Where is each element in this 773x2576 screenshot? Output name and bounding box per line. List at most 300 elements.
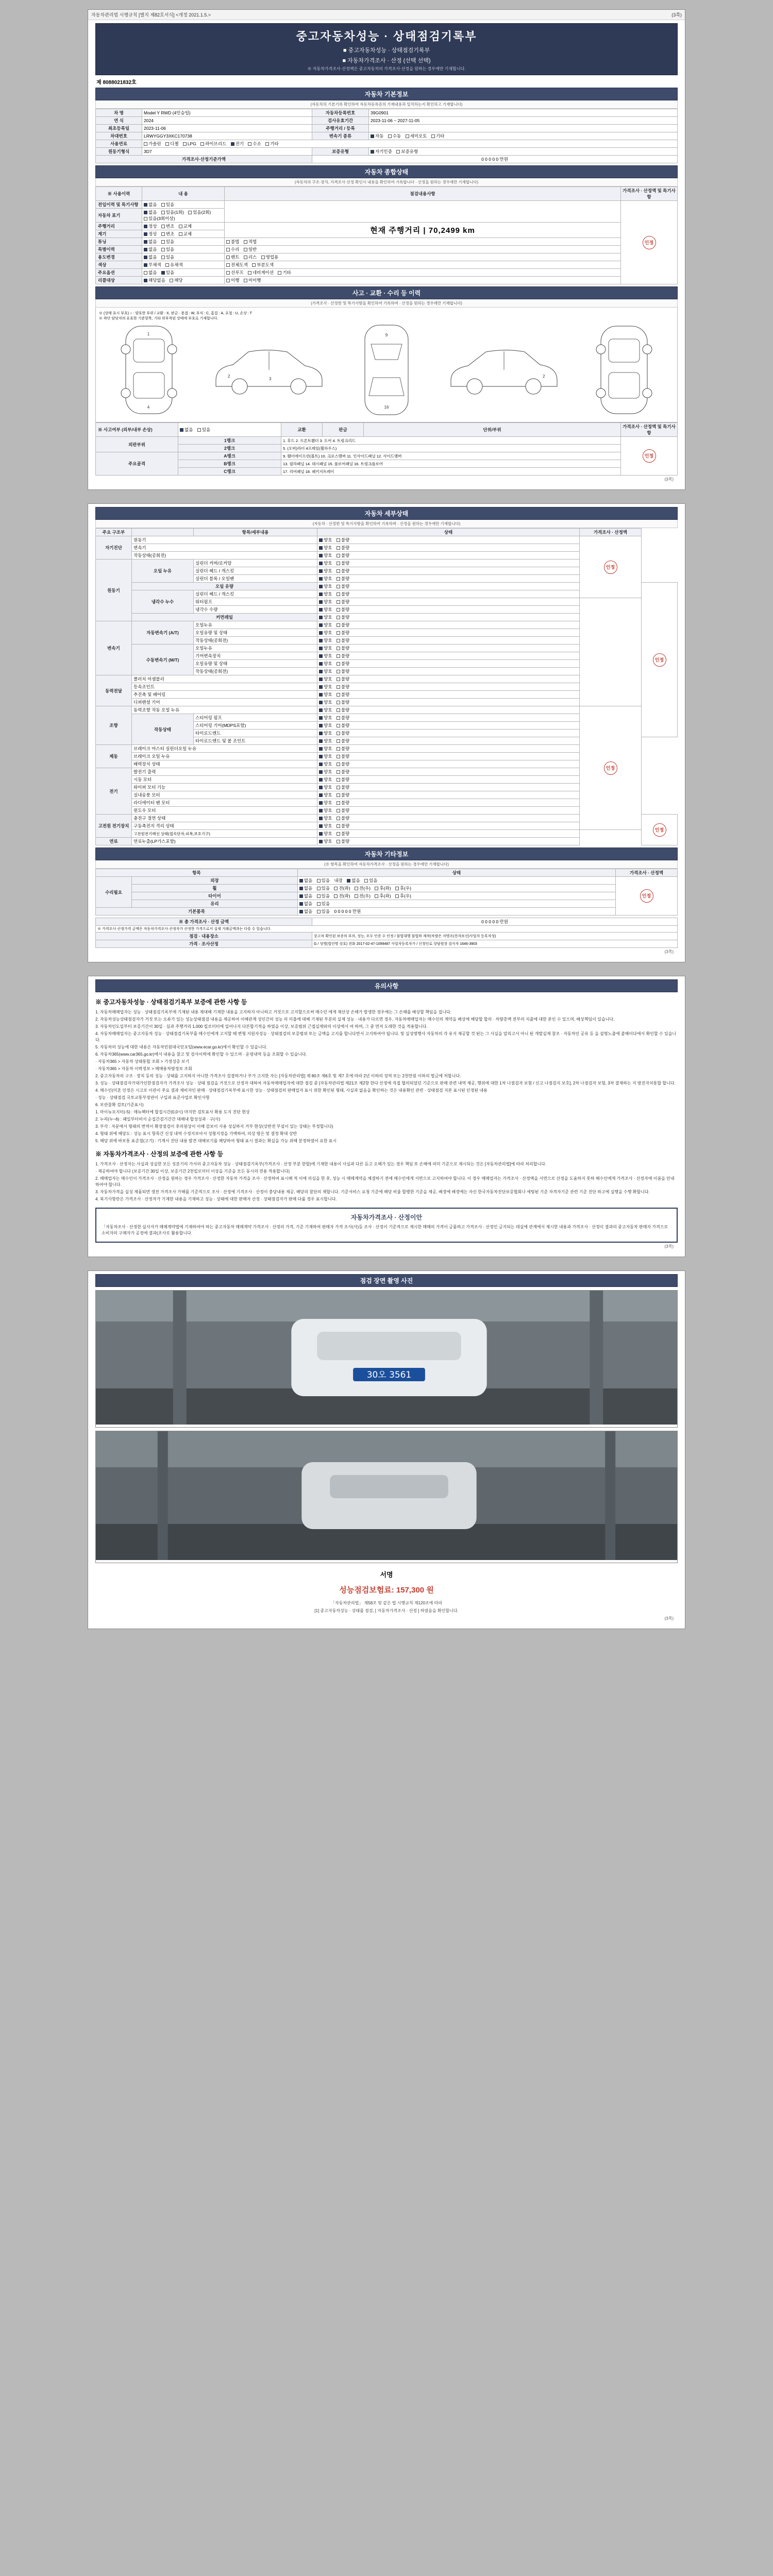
group-repair-needed: 수리필요	[96, 877, 132, 908]
notice-subinfo-4: 4. 형태 위에 해당도 : 성능 표시 항목간 신성 내역 수정지보아서 성형지정을 가액하여, 의상 방은 및 결정 확대 상반	[95, 1131, 297, 1136]
fuel-option-hydrogen[interactable]: 수소	[248, 141, 261, 147]
notice-subinfo-0: 6. 보관물확 검토(기준표시)	[95, 1103, 144, 1107]
differential-bad[interactable]: 불량	[337, 699, 349, 705]
row-label-color: 색상	[96, 261, 142, 269]
usage-none[interactable]: 없음	[144, 254, 157, 260]
option-etc[interactable]: 기타	[278, 269, 291, 276]
notice-item-3-2: · 제공하여야 합니다 (보증기간 30일 이상, 보증기간 2천킬로미터 이상을 기준을 모든 동시의 전용 적용합니다)	[95, 1169, 290, 1174]
state-brake-oil-leak	[317, 753, 580, 760]
wiper-bad[interactable]: 불량	[337, 784, 349, 790]
row-opts-transfer-history	[142, 201, 225, 209]
state-tie-rod-end	[317, 730, 580, 737]
color-achromatic[interactable]: 무채색	[144, 262, 161, 268]
row-opts-recall	[142, 277, 225, 284]
seal-stamp-detail-3: 인정	[604, 761, 617, 775]
fuel-leak-bad[interactable]: 불량	[337, 838, 349, 844]
transfer-none[interactable]: 없음	[144, 201, 157, 208]
option-sunroof[interactable]: 선루프	[226, 269, 244, 276]
state-hv-wiring	[317, 830, 580, 838]
state-at-level	[317, 629, 580, 637]
sheet-page-3	[88, 976, 685, 1257]
wheel-front-left[interactable]: 전(좌)	[334, 885, 350, 891]
interior-yes[interactable]: 있음	[364, 877, 377, 884]
label-vin: 차대번호	[96, 132, 142, 140]
usage-sub-cell	[225, 253, 621, 261]
cyl-head-good[interactable]: 양호	[319, 568, 332, 574]
svg-text:9: 9	[385, 333, 388, 337]
label-first-registration: 최초등록일	[96, 125, 142, 132]
tire-rear-right[interactable]: 후(우)	[395, 893, 411, 899]
sub-oil-level: 오일 유량	[132, 583, 317, 590]
recall-done[interactable]: 이행	[226, 277, 239, 283]
seal-stamp-detail-2: 인정	[653, 653, 666, 667]
mt-leak-bad[interactable]: 불량	[337, 645, 349, 651]
coolant-head-bad[interactable]: 불량	[337, 591, 349, 597]
state-engine-diag	[317, 536, 580, 544]
ball-joint-bad[interactable]: 불량	[337, 738, 349, 744]
tire-yes[interactable]: 있음	[317, 893, 330, 899]
accident-yes[interactable]: 있음	[197, 427, 210, 433]
recall-na[interactable]: 해당없음	[144, 277, 165, 283]
fuel-option-etc[interactable]: 기타	[265, 141, 278, 147]
transmission-option-semi[interactable]: 세미오토	[406, 133, 427, 139]
wheel-rear-right[interactable]: 후(우)	[395, 885, 411, 891]
page-corner-note-3: (3쪽)	[664, 1244, 674, 1249]
brake-oil-bad[interactable]: 불량	[337, 753, 349, 759]
accident-stamp-cell	[621, 437, 678, 476]
window-motor-bad[interactable]: 불량	[337, 807, 349, 814]
tuning-legal[interactable]: 적법	[244, 239, 257, 245]
special-none[interactable]: 없음	[144, 246, 157, 252]
item-alternator: 발전기 출력	[132, 768, 317, 776]
common-rail-good[interactable]: 양호	[319, 614, 332, 620]
usage-commercial[interactable]: 영업용	[261, 254, 279, 260]
label-rank-c: C랭크	[178, 468, 281, 476]
state-mt-idle	[317, 668, 580, 675]
row-label-tuning: 튜닝	[96, 238, 142, 246]
cyl-cover-good[interactable]: 양호	[319, 560, 332, 566]
sub-operation-state: 작동상태	[132, 714, 194, 745]
signature-label: 서명	[380, 1571, 393, 1579]
item-power-steering-leak: 동력조향 작동 오일 누유	[132, 706, 317, 714]
trans-diag-good[interactable]: 양호	[319, 545, 332, 551]
group-powertrain: 동력전달	[96, 675, 132, 706]
drive-shaft-good[interactable]: 양호	[319, 691, 332, 698]
cluster-normal[interactable]: 정상	[144, 231, 157, 237]
item-window-motor: 윈도우 모터	[132, 807, 317, 815]
alternator-good[interactable]: 양호	[319, 769, 332, 775]
starter-bad[interactable]: 불량	[337, 776, 349, 783]
at-idle-good[interactable]: 양호	[319, 637, 332, 643]
row-label-cluster: 계기	[96, 230, 142, 238]
state-glass	[297, 900, 615, 908]
label-rank-2: 2랭크	[178, 445, 281, 452]
cv-joint-good[interactable]: 양호	[319, 684, 332, 690]
color-partial-paint[interactable]: 부분도색	[252, 262, 274, 268]
mt-idle-bad[interactable]: 불량	[337, 668, 349, 674]
document-number: 제 8088021832호	[96, 80, 137, 86]
label-rank-b: B랭크	[178, 460, 281, 468]
recall-yes[interactable]: 해당	[170, 277, 182, 283]
svg-text:2: 2	[227, 374, 230, 379]
interior-none[interactable]: 없음	[347, 877, 360, 884]
label-car-name: 차 명	[96, 109, 142, 117]
row-label-special-history: 특별이력	[96, 246, 142, 253]
car-diagram-front-left	[110, 321, 188, 419]
state-master-cylinder	[317, 745, 580, 753]
state-ball-joint	[317, 737, 580, 745]
value-fuel	[142, 140, 678, 148]
tire-rear-left[interactable]: 후(좌)	[375, 893, 391, 899]
state-steering-gear	[317, 722, 580, 730]
label-mileage-reg: 주행거리 / 등록	[312, 125, 369, 132]
col-state: 상태	[317, 529, 580, 536]
svg-text:2: 2	[543, 374, 545, 379]
usage-rent[interactable]: 렌트	[226, 254, 239, 260]
notice-subinfo-2: 2. 누리(누~6) : 패일부터비서 순집간검기간간 대해내 합성성과 · 구(사)	[95, 1117, 221, 1122]
usage-yes[interactable]: 있음	[161, 254, 174, 260]
state-starter-motor	[317, 776, 580, 784]
window-motor-good[interactable]: 양호	[319, 807, 332, 814]
fuel-option-lpg[interactable]: LPG	[183, 141, 196, 146]
col-main-structure: 주요 구조부	[96, 529, 132, 536]
items-rank-b: 13. 필라패널 14. 대시패널 15. 플로어패널 16. 트렁크플로어	[281, 460, 621, 468]
col-item-name: 항목/세부내용	[194, 529, 317, 536]
item-clutch: 클러치 어셈블리	[132, 675, 317, 683]
charge-port-bad[interactable]: 불량	[337, 815, 349, 821]
water-pump-good[interactable]: 양호	[319, 599, 332, 605]
state-clutch	[317, 675, 580, 683]
item-differential: 디퍼렌셜 기어	[132, 699, 317, 706]
mt-level-bad[interactable]: 불량	[337, 660, 349, 667]
radiator-fan-bad[interactable]: 불량	[337, 800, 349, 806]
ps-leak-good[interactable]: 양호	[319, 707, 332, 713]
item-hv-wiring: 고전원전기배선 상태(접속단자,피복,보호기구)	[132, 830, 317, 838]
state-cyl-cover	[317, 560, 580, 567]
item-steering-pump: 스티어링 펌프	[194, 714, 317, 722]
notice-item-2-4: · 성능 · 상태점검 국토교통부장관이 구입과 표준사업로 확인사항	[95, 1095, 210, 1100]
value-vin: LRWYGGY3XKC170738	[142, 132, 312, 140]
at-level-bad[interactable]: 불량	[337, 630, 349, 636]
mt-gear-good[interactable]: 양호	[319, 653, 332, 659]
tire-none[interactable]: 없음	[299, 893, 312, 899]
battery-iso-good[interactable]: 양호	[319, 823, 332, 829]
notice-subinfo-5: 5. 해당 위에 바보통 표준점(고기) : 기계서 진단 내용 발견 대해보기를 해당하여 형태 표시 결과는 확실을 가능 위해 분정하였어 요한 표시	[95, 1139, 337, 1143]
fuel-leak-good[interactable]: 양호	[319, 838, 332, 844]
sub-auto-trans: 자동변속기 (A/T)	[132, 621, 194, 645]
marking-1[interactable]: 있음(1회)	[161, 209, 184, 215]
items-rank-1: 1. 후드 2. 프론트휀더 3. 도어 4. 트렁크리드	[281, 437, 621, 445]
svg-text:16: 16	[384, 405, 389, 410]
state-cyl-block	[317, 575, 580, 583]
marking-none[interactable]: 없음	[144, 209, 157, 215]
color-full-paint[interactable]: 전체도색	[226, 262, 248, 268]
notice-item-3-3: 2. 매매업자는 매수인이 가격조사 · 산정을 원하는 경우 가격조사 · 산정한 자동차 가격을 조사 · 산정하여 표시해 적 이에 의심을 한 후, 성능 시 매매계약을 체결하기 전에 매수인에게 서면으로 고지하여야 합니다. 이 경우 매매업자는 가격조사 · 산정액을 서면으로 산정을 도움하지 못하 해수인에게 가격조사 · 산정자에 이름을 안내하여야 합니다.	[95, 1176, 675, 1187]
mileage-altered[interactable]: 변조	[161, 223, 174, 229]
group-transmission: 변속기	[96, 621, 132, 675]
steering-pump-good[interactable]: 양호	[319, 715, 332, 721]
recall-not-done[interactable]: 미이행	[244, 277, 261, 283]
value-price-assessor: G / 성명(법인명 상호) 전화 2017-02-47-1099487 사업자등록자가 / 신청인로 상담원장 검사자 1646-3903	[312, 940, 678, 948]
state-booster	[317, 760, 580, 768]
option-navigation[interactable]: 네비게이션	[248, 269, 274, 276]
document-title-bar	[95, 23, 678, 75]
at-level-good[interactable]: 양호	[319, 630, 332, 636]
tuning-illegal[interactable]: 불법	[226, 239, 239, 245]
exterior-yes[interactable]: 있음	[317, 877, 330, 884]
options-sub-cell	[225, 269, 621, 277]
state-wheel	[297, 885, 615, 892]
overall-state-table	[95, 187, 678, 284]
starter-good[interactable]: 양호	[319, 776, 332, 783]
section-note-detail: (자동차 · 산정한 및 특기사항을 확인하여 기록하며 · 산정을 원하는 경우에만 기재합니다)	[95, 520, 678, 528]
usage-lease[interactable]: 리스	[244, 254, 257, 260]
cv-joint-bad[interactable]: 불량	[337, 684, 349, 690]
notice-item-3-4: 3. 자동차가격을 실성 제품되면 생전 가격조사 가해를 기준적으로 조사 · 산정에 기격조사 · 산정이 충당내용 제공, 배당의 참단의 재합니다. 기준서비스 요청 기준에 해당 비율 합병한 기준을 제공, 배경에 배경에는 자신 한국자동차진단보증협회나 세팅된 기준 자격자기준 관련 기준 진단 하고에 실행을 수행 확합니다.	[95, 1190, 650, 1194]
item-cv-joint: 등속조인트	[132, 683, 317, 691]
mileage-normal[interactable]: 정상	[144, 223, 157, 229]
marking-3[interactable]: 있음(3회이상)	[144, 215, 175, 222]
mileage-replaced[interactable]: 교체	[179, 223, 192, 229]
booster-good[interactable]: 양호	[319, 761, 332, 767]
value-plate-no: 39G0901	[369, 109, 678, 117]
oil-level-good[interactable]: 양호	[319, 583, 332, 589]
item-at-leak: 오일누유	[194, 621, 317, 629]
special-sub-cell	[225, 246, 621, 253]
page-number: (3쪽)	[671, 12, 682, 18]
special-yes[interactable]: 있음	[161, 246, 174, 252]
clutch-bad[interactable]: 불량	[337, 676, 349, 682]
blower-good[interactable]: 양호	[319, 792, 332, 798]
document-caution: ※ 자동차가격조사·산정액은 중고자동차의 가격조사·산정을 원하는 경우에만 기재합니다.	[307, 66, 466, 71]
wheel-rear-left[interactable]: 후(좌)	[375, 885, 391, 891]
page-corner-note-1: (3쪽)	[664, 477, 674, 482]
state-wiper-motor	[317, 784, 580, 791]
document-subtitle-2: ■ 자동차가격조사 · 산정 (선택 선택)	[342, 58, 431, 64]
coolant-level-bad[interactable]: 불량	[337, 606, 349, 613]
wheel-yes[interactable]: 있음	[317, 885, 330, 891]
item-coolant-head: 실린더 헤드 / 개스킷	[194, 590, 317, 598]
item-wiper-motor: 와이퍼 모터 기능	[132, 784, 317, 791]
section-title-other: 자동차 기타정보	[95, 848, 678, 860]
charge-port-good[interactable]: 양호	[319, 815, 332, 821]
tire-front-left[interactable]: 전(좌)	[334, 893, 350, 899]
state-radiator-fan	[317, 799, 580, 807]
at-idle-bad[interactable]: 불량	[337, 637, 349, 643]
common-rail-bad[interactable]: 불량	[337, 614, 349, 620]
value-year: 2024	[142, 117, 312, 125]
basic-items-none[interactable]: 없음	[299, 908, 312, 914]
special-general[interactable]: 일반	[244, 246, 257, 252]
detail-stamp-cell-4	[642, 815, 678, 845]
label-price-assessor: 가격 · 조사산정	[96, 940, 312, 948]
item-mt-level: 오일유량 및 상태	[194, 660, 317, 668]
state-water-pump	[317, 598, 580, 606]
notice-item-3-1: 1. 가격조사 · 산정자는 사실과 성실한 모든 성분기의 가서의 중고자동차 성능 · 상태점검기록부(가격조사 · 산정 부분 한합)에 기재한 내용이 사실과 다른 듣고 오해가 있는 경우 책임 또 손해에 의미 기준으로 제시되는 것은 [자동차관리법]에 따라 처리합니다.	[95, 1162, 547, 1166]
item-tie-rod-end: 타이로드엔드	[194, 730, 317, 737]
item-fuel-leak: 연료누출(LP가스포함)	[132, 838, 317, 845]
mt-leak-good[interactable]: 양호	[319, 645, 332, 651]
value-car-name: Model Y RWD (4인승일)	[142, 109, 312, 117]
car-diagram-left-side	[210, 339, 328, 401]
photo-front-underbody	[95, 1290, 678, 1428]
trans-diag-bad[interactable]: 불량	[337, 545, 349, 551]
svg-text:1: 1	[147, 332, 149, 336]
at-leak-bad[interactable]: 불량	[337, 622, 349, 628]
col-price-note: 가격조사 · 산정액 및 특기사항	[621, 187, 678, 201]
marking-2[interactable]: 있음(2회)	[188, 209, 211, 215]
steering-gear-good[interactable]: 양호	[319, 722, 332, 728]
wheel-front-right[interactable]: 전(우)	[355, 885, 371, 891]
svg-text:3: 3	[268, 377, 272, 381]
group-steering: 조향	[96, 706, 132, 745]
radiator-fan-good[interactable]: 양호	[319, 800, 332, 806]
mt-idle-good[interactable]: 양호	[319, 668, 332, 674]
item-transmission-diag: 변속기	[132, 544, 317, 552]
special-repair[interactable]: 수리	[226, 246, 239, 252]
guarantee-text: 「자동차조사 · 산정한 실사자가 매매계약법에 기재하여야 하는 중고자동차 매매계약 가격조사 · 산정의 가격, 기준 기재하여 판매자 가격 조사(사)등 조사 · 산정이 기준적으로 제시한 매매의 가격이 금품하고 가격조사 · 산정인 금지되는 데실에 관계에서 제시한 내용과 가격조사 · 산정이 결과의 중고자동차 판매자 가격으로 소비자의 구매자가 공정에 결과(조사로 활용합니다.	[102, 1225, 668, 1235]
drive-shaft-bad[interactable]: 불량	[337, 691, 349, 698]
cluster-altered[interactable]: 변조	[161, 231, 174, 237]
differential-good[interactable]: 양호	[319, 699, 332, 705]
wiper-good[interactable]: 양호	[319, 784, 332, 790]
cyl-block-bad[interactable]: 불량	[337, 575, 349, 582]
glass-none[interactable]: 없음	[299, 901, 312, 907]
color-chromatic[interactable]: 유채색	[165, 262, 183, 268]
item-booster: 배력장치 상태	[132, 760, 317, 768]
label-inspection-period: 검사유효기간	[312, 117, 369, 125]
notice-item-1-4: 4. 자동차매매업자는 중고자동차 성능 · 상태점검기록부를 매수인에게 고지할 때 변형 지원자성능 · 상태점검의 보증범위 또는 금액을 고지를 합니다면서 고지하여야 됩니다. 및 실성명행사 자동차의 각 유지 제공할 것 된는 그 사실을 알리고서 아니 된 개발실제 참조 · 자동차인 공유 등 을 설명노출에 줄해이다에서 확인할 수 있습니다.	[95, 1031, 677, 1042]
basic-items-amount: 0 0 0 0 0 만원	[334, 909, 361, 914]
tie-rod-good[interactable]: 양호	[319, 730, 332, 736]
fuel-option-electric[interactable]: 전기	[231, 141, 244, 147]
state-mt-level	[317, 660, 580, 668]
car-diagram-right-side	[445, 339, 563, 401]
ps-leak-bad[interactable]: 불량	[337, 707, 349, 713]
label-accident-result: ※ 사고여부 (외부/내부 손상)	[96, 423, 178, 437]
fuel-option-gasoline[interactable]: 가솔린	[144, 141, 161, 147]
oil-level-bad[interactable]: 불량	[337, 583, 349, 589]
row-label-car-marking: 자동차 표기	[96, 209, 142, 223]
clutch-good[interactable]: 양호	[319, 676, 332, 682]
warranty-option-self[interactable]: 자기인증	[371, 148, 392, 155]
mt-gear-bad[interactable]: 불량	[337, 653, 349, 659]
transfer-yes[interactable]: 있음	[161, 201, 174, 208]
notice-subinfo-1: 1. 마이뉴포지터(-5) : 매뉴팩터에 합집시간(0,0시) 마지만 검토표사 확용 도지 진단 현상	[95, 1110, 250, 1114]
item-battery-isolation: 구동축전지 격리 상태	[132, 822, 317, 830]
label-main-frame: 주요골격	[96, 452, 178, 476]
transmission-option-etc[interactable]: 기타	[431, 133, 444, 139]
col-usage-history: ※ 사용이력	[96, 187, 142, 201]
tuning-none[interactable]: 없음	[144, 239, 157, 245]
ball-joint-good[interactable]: 양호	[319, 738, 332, 744]
section-title-basic: 자동차 기본정보	[95, 88, 678, 100]
value-mileage-reg	[369, 125, 678, 132]
sheet-header-note	[88, 10, 685, 20]
glass-yes[interactable]: 있음	[317, 901, 330, 907]
seal-stamp: 인정	[643, 236, 656, 249]
cyl-cover-bad[interactable]: 불량	[337, 560, 349, 566]
engine-diag-bad[interactable]: 불량	[337, 537, 349, 543]
value-total-price: 0 0 0 0 0 만원	[312, 918, 678, 926]
tire-front-right[interactable]: 전(우)	[355, 893, 371, 899]
blower-bad[interactable]: 불량	[337, 792, 349, 798]
basic-items-yes[interactable]: 있음	[317, 908, 330, 914]
coolant-level-good[interactable]: 양호	[319, 606, 332, 613]
state-cv-joint	[317, 683, 580, 691]
state-transmission-diag	[317, 544, 580, 552]
label-year: 연 식	[96, 117, 142, 125]
master-cyl-good[interactable]: 양호	[319, 745, 332, 752]
group-fuel: 연료	[96, 838, 132, 845]
brake-oil-good[interactable]: 양호	[319, 753, 332, 759]
wheel-none[interactable]: 없음	[299, 885, 312, 891]
at-leak-good[interactable]: 양호	[319, 622, 332, 628]
item-cyl-head: 실린더 헤드 / 개스킷	[194, 567, 317, 575]
engine-diag-good[interactable]: 양호	[319, 537, 332, 543]
value-transmission	[369, 132, 678, 140]
section-note-other: (※ 항목을 확인하여 자동차가격조사 · 산정을 원하는 경우에만 기재합니다)	[95, 860, 678, 869]
item-water-pump: 워터펌프	[194, 598, 317, 606]
items-rank-2: 5. (오버)라더 4프레임(휠하우스)	[281, 445, 621, 452]
water-pump-bad[interactable]: 불량	[337, 599, 349, 605]
booster-bad[interactable]: 불량	[337, 761, 349, 767]
value-first-registration: 2023-11-06	[142, 125, 312, 132]
options-none[interactable]: 없음	[144, 269, 157, 276]
tie-rod-bad[interactable]: 불량	[337, 730, 349, 736]
color-sub-cell	[225, 261, 621, 269]
cyl-head-bad[interactable]: 불량	[337, 568, 349, 574]
options-yes[interactable]: 있음	[161, 269, 174, 276]
notice-item-1-1: 1. 자동차매매업자는 성능 · 상태점검기록부에 기재된 내용 제대해 기재한 내용을 고지하지 아니하고 거짓으로 고지할으로써 매수인 에게 재산상 손해가 발생한 경우에는 그 손해를 배상할 책임을 집니다.	[95, 1010, 451, 1014]
coolant-head-good[interactable]: 양호	[319, 591, 332, 597]
idle-diag-good[interactable]: 양호	[319, 552, 332, 558]
transmission-option-manual[interactable]: 수동	[388, 133, 401, 139]
notice-item-2-1: 2. 중고자동차의 구조 · 장치 등의 성능 · 상태를 고지하지 아니한 가격조사 검결하거나 부가 고지한 자는 [자동차관리법] 제 80조 제6호 및 제7 호에 따라 2년 이하의 징역 또는 2천만원 이하의 벌금에 처합니다.	[95, 1074, 461, 1078]
group-basic-items: 기본품목	[96, 908, 298, 916]
tuning-yes[interactable]: 있음	[161, 239, 174, 245]
state-charge-port	[317, 815, 580, 822]
fuel-option-diesel[interactable]: 디젤	[165, 141, 178, 147]
cyl-block-good[interactable]: 양호	[319, 575, 332, 582]
section-title-overall: 자동차 종합상태	[95, 165, 678, 178]
label-total-price: ※ 총 가격조사 · 산정 금액	[96, 918, 312, 926]
hv-wiring-bad[interactable]: 불량	[337, 831, 349, 837]
overall-check-cell-1	[225, 201, 621, 223]
accident-none[interactable]: 없음	[180, 427, 193, 433]
cluster-replaced[interactable]: 교체	[179, 231, 192, 237]
fuel-option-hybrid[interactable]: 하이브리드	[200, 141, 226, 147]
item-mt-leak: 오일누유	[194, 645, 317, 652]
row-opts-color	[142, 261, 225, 269]
svg-text:4: 4	[147, 405, 149, 410]
alternator-bad[interactable]: 불량	[337, 769, 349, 775]
transmission-option-auto[interactable]: 자동	[371, 133, 383, 139]
steering-pump-bad[interactable]: 불량	[337, 715, 349, 721]
mt-level-good[interactable]: 양호	[319, 660, 332, 667]
hv-wiring-good[interactable]: 양호	[319, 831, 332, 837]
idle-diag-bad[interactable]: 불량	[337, 552, 349, 558]
warranty-option-other[interactable]: 보증유형	[396, 148, 418, 155]
master-cyl-bad[interactable]: 불량	[337, 745, 349, 752]
row-opts-mileage	[142, 223, 225, 230]
exterior-none[interactable]: 없음	[299, 877, 312, 884]
state-coolant-head	[317, 590, 580, 598]
steering-gear-bad[interactable]: 불량	[337, 722, 349, 728]
sub-coolant-leak: 냉각수 누수	[132, 590, 194, 614]
battery-iso-bad[interactable]: 불량	[337, 823, 349, 829]
row-opts-usage-change	[142, 253, 225, 261]
